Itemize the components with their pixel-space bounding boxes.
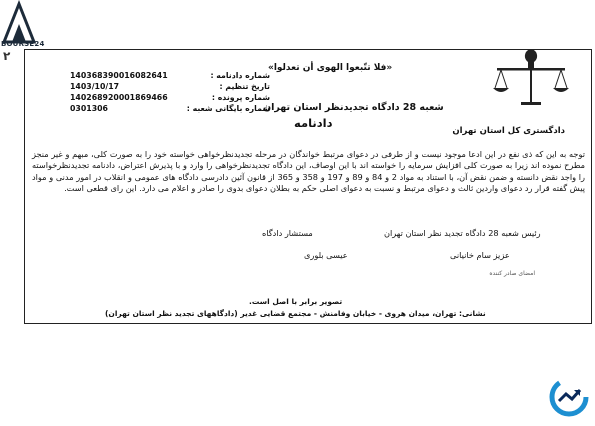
meta-row-case-number [70,92,270,103]
head-judge-title: رئیس شعبه 28 دادگاه تجدید نظر استان تهران [384,228,541,238]
page-title: دادنامه [294,116,333,130]
issuer-signature-label: امضای صادر کننده [489,270,535,277]
meta-row-verdict-number [70,70,270,81]
meta-row-date [70,81,270,92]
verdict-body: توجه به این که ذی نفع در این ادعا موجود نیست و از طرفی در دعوای مرتبط خواندگان در مرحله تجدیدنظرخواهی خواسته خود را به صورت کلی، مبهم و غیر منجز مطرح نموده اند زیرا به صورت کلی افزایش سرمایه را خواسته اند با این اوصاف، این دادگاه تجدیدنظرخواهی را وارد و با پذیرش اعتراض، دادنامه تجدیدنظرخواسته را واجد نقض دانسته و ضمن نقض آن، با استناد به مواد 2 و 84 و 89 و 197 و 358 و 365 از قانون آئین دادرسی دادگاه های عمومی و انقلاب در امور مدنی و مواد پیش گفته قرار رد دعوای واردین ثالث و دعوای مرتبط و نسبت به دعوای اصلی حکم به بطلان دعوای بدوی را صادر و اعلام می دارد. این رای قطعی است. [32,149,585,193]
certified-copy-note: تصویر برابر با اصل است. [249,297,343,306]
head-judge-name: عزیز سام خانیانی [450,250,510,260]
quran-verse: «فلا تتّبعوا الهوى أن تعدلوا» [268,63,393,73]
scales-of-justice-icon [491,46,571,112]
meta-value: 140368390016082641 [70,71,168,80]
meta-label: تاریخ تنظیم : [219,82,270,91]
meta-label: شماره دادنامه : [210,71,270,80]
court-address: نشانی: تهران، میدان هروی - خیابان وفامنش - مجتمع قضایی غدیر (دادگاههای تجدید نظر استان تهران) [105,309,486,318]
court-branch: شعبه 28 دادگاه تجدیدنظر استان تهران [263,102,444,113]
meta-value: 1403/10/17 [70,82,120,91]
meta-label: شماره پرونده : [211,93,270,102]
watermark-brand-text: BOURSE24 [1,40,45,48]
circular-arrow-logo-icon [549,377,589,417]
meta-row-archive-number [70,103,270,114]
counsel-name: عیسی بلوری [304,250,348,260]
judiciary-name: دادگستری کل استان تهران [452,126,565,136]
counsel-title: مستشار دادگاه [262,228,313,238]
meta-value: 0301306 [70,104,108,113]
meta-label: شماره بایگانی شعبه : [186,104,270,113]
document-meta [70,70,270,114]
meta-value: 140268920001869466 [70,93,168,102]
page-number-mark: ٢ [3,49,11,63]
